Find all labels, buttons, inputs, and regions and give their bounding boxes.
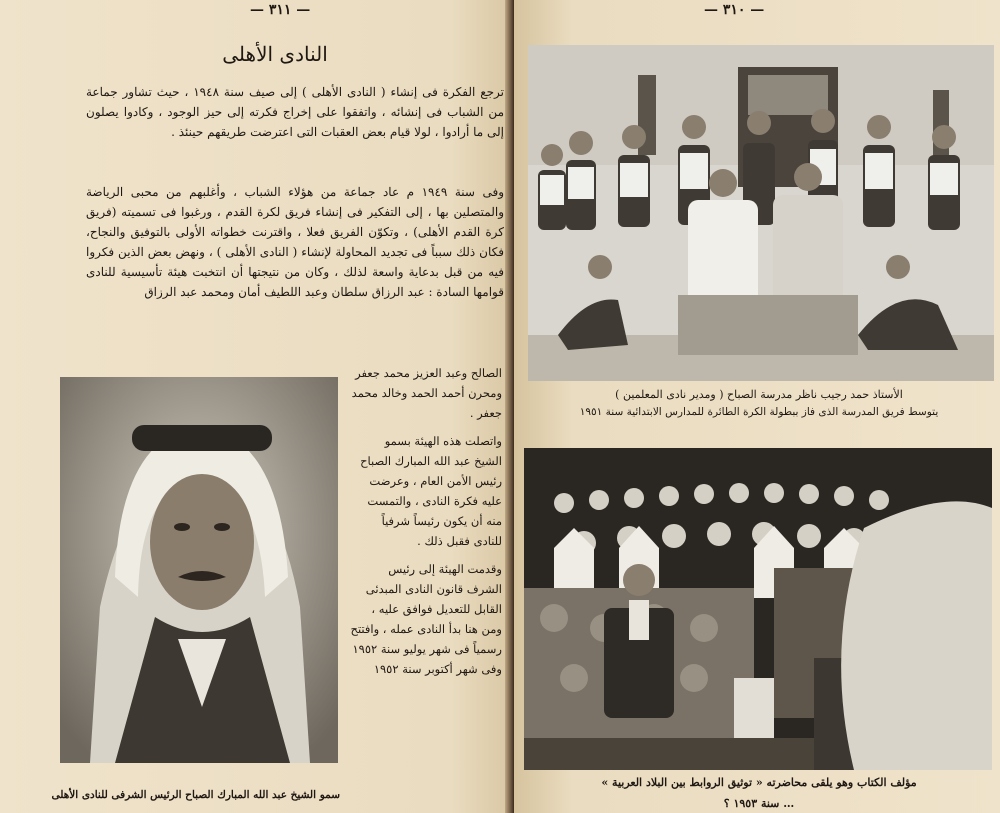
column-line: جعفر . xyxy=(469,406,502,420)
portrait-caption: سمو الشيخ عبد الله المبارك الصباح الرئيس الشرفى للنادى الأهلى xyxy=(51,789,340,801)
column-line: ومن هنا بدأ النادى عمله ، وافتتح xyxy=(350,622,502,636)
column-line: رسمياً فى شهر يوليو سنة ١٩٥٢ xyxy=(352,642,502,656)
right-page xyxy=(514,0,1000,813)
paragraph-2: وفى سنة ١٩٤٩ م عاد جماعة من هؤلاء الشباب ، وأغلبهم من محبى الرياضة والمتصلين بها ، إلى التفكير فى إنشاء فريق لكرة القدم ، ورغبوا فى تسميته (فريق كرة القدم الأهلى) ، وتكوّن الفريق فعلا ، واقترنت خطواته الأولى بالتوفيق والنجاح، فكان ذلك سبباً فى تجديد المحاولة لإنشاء ( النادى الأهلى ) ، ونهض بعض الذين فكروا فيه من قبل بدعاية واسعة لذلك ، وكان من نتيجتها أن انتخبت هيئة تأسيسية للنادى قوامها السادة : عبد الرزاق سلطان وعبد اللطيف أمان ومحمد عبد الرزاق xyxy=(86,185,504,299)
column-line: الصالح وعبد العزيز محمد جعفر xyxy=(355,366,502,380)
column-line: وفى شهر أكتوبر سنة ١٩٥٢ xyxy=(373,662,502,676)
left-page-number: — ٣١١ — xyxy=(250,2,311,18)
team-caption-line-1: الأستاذ حمد رجيب ناظر مدرسة الصباح ( ومدير نادى المعلمين ) xyxy=(615,388,903,401)
column-line: للنادى فقبل ذلك . xyxy=(417,534,502,548)
lecture-photo xyxy=(524,448,992,770)
column-line: ومحرن أحمد الحمد وخالد محمد xyxy=(351,386,502,400)
team-photo xyxy=(528,45,994,381)
column-line: واتصلت هذه الهيئة بسمو xyxy=(384,434,502,448)
lecture-caption-line-2: … سنة ١٩٥٣ ؟ xyxy=(723,797,795,810)
column-line: وقدمت الهيئة إلى رئيس xyxy=(388,562,502,576)
paragraph-1: ترجع الفكرة فى إنشاء ( النادى الأهلى ) إلى صيف سنة ١٩٤٨ ، حيث تشاور جماعة من الشباب فى إنشائه ، واتفقوا على إخراج فكرته إلى حيز الوجود ، وكادوا يصلون إلى ما أرادوا ، لولا قيام بعض العقبات التى اعترضت طريقهم حينئذ . xyxy=(86,85,504,139)
text-column xyxy=(346,363,502,679)
column-line: عليه فكرة النادى ، والتمست xyxy=(367,494,502,508)
section-title: النادى الأهلى xyxy=(222,42,328,66)
column-line: رئيس الأمن العام ، وعرضت xyxy=(369,474,502,488)
portrait-photo xyxy=(60,377,338,763)
right-page-number: — ٣١٠ — xyxy=(704,2,765,18)
column-line: الشيخ عبد الله المبارك الصباح xyxy=(360,454,502,468)
column-line: منه أن يكون رئيساً شرفياً xyxy=(381,514,502,528)
team-caption-line-2: يتوسط فريق المدرسة الذى فاز ببطولة الكرة الطائرة للمدارس الابتدائية سنة ١٩٥١ xyxy=(579,406,939,418)
column-line: الشرف قانون النادى المبدئى xyxy=(365,582,502,596)
column-line: القابل للتعديل فوافق عليه ، xyxy=(371,602,502,616)
lecture-caption-line-1: مؤلف الكتاب وهو يلقى محاضرته « توثيق الروابط بين البلاد العربية » xyxy=(601,776,917,789)
